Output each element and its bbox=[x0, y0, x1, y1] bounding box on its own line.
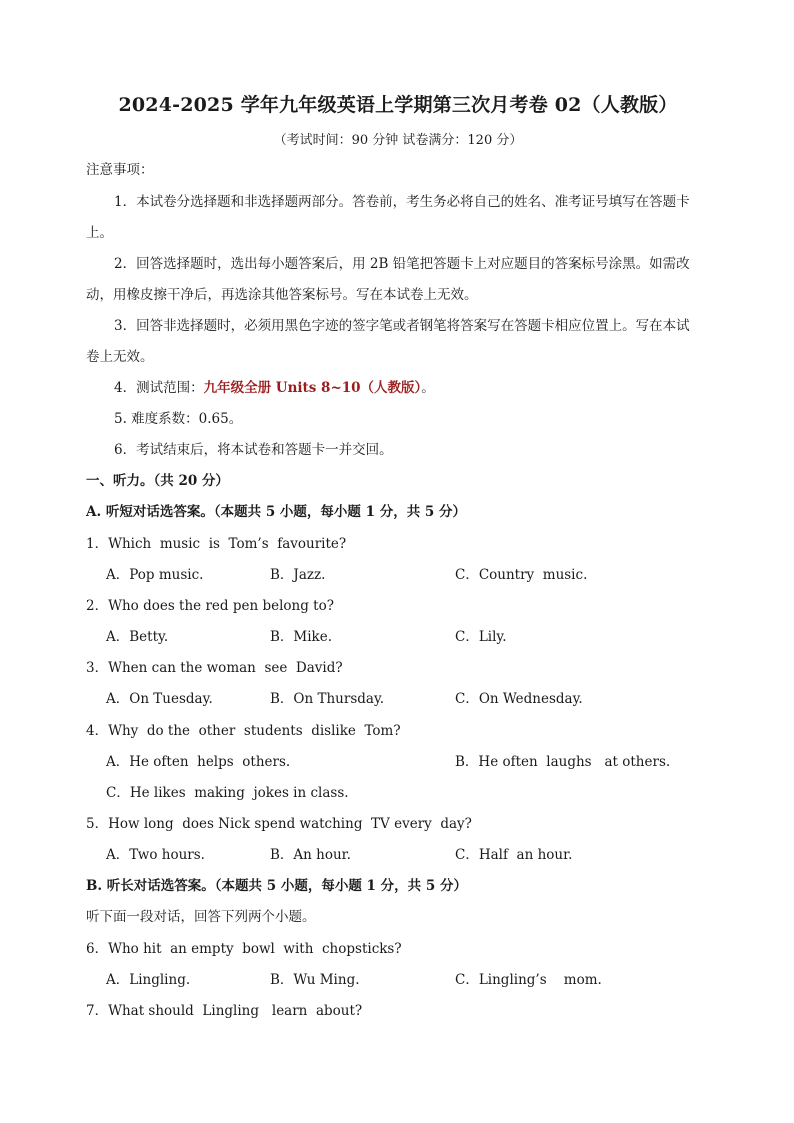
q2-option-a: A．Betty. bbox=[106, 629, 169, 645]
q6-option-c: C．Lingling’s mom. bbox=[455, 972, 602, 988]
q3-option-b: B．On Thursday. bbox=[270, 691, 385, 707]
q5-option-c: C．Half an hour. bbox=[455, 847, 573, 863]
notice-item-5: 5. 难度系数：0.65。 bbox=[114, 411, 243, 427]
q6-option-a: A．Lingling. bbox=[106, 972, 191, 988]
question-5: 5．How long does Nick spend watching TV every day? bbox=[86, 816, 472, 832]
test-scope: 九年级全册 Units 8~10（人教版） bbox=[203, 380, 422, 396]
q1-option-b: B．Jazz. bbox=[270, 567, 326, 583]
part-b-heading: B. 听长对话选答案。（本题共 5 小题，每小题 1 分，共 5 分） bbox=[86, 878, 467, 894]
exam-info: （考试时间：90 分钟 试卷满分：120 分） bbox=[273, 133, 523, 148]
q1-option-c: C．Country music. bbox=[455, 567, 588, 583]
page-title: 2024-2025 学年九年级英语上学期第三次月考卷 02（人教版） bbox=[118, 94, 678, 116]
q2-option-c: C．Lily. bbox=[455, 629, 507, 645]
question-3: 3．When can the woman see David? bbox=[86, 660, 343, 676]
question-6: 6．Who hit an empty bowl with chopsticks? bbox=[86, 941, 402, 957]
notice-item-4-suffix: 。 bbox=[421, 380, 435, 396]
notice-item-2-line2: 动，用橡皮擦干净后，再选涂其他答案标号。写在本试卷上无效。 bbox=[86, 287, 478, 303]
q2-option-b: B．Mike. bbox=[270, 629, 333, 645]
question-1: 1．Which music is Tom’s favourite? bbox=[86, 536, 347, 552]
notice-item-1-line2: 上。 bbox=[86, 225, 113, 241]
q3-option-c: C．On Wednesday. bbox=[455, 691, 583, 707]
q3-option-a: A．On Tuesday. bbox=[106, 691, 213, 707]
question-4: 4．Why do the other students dislike Tom? bbox=[86, 723, 401, 739]
q4-option-c: C．He likes making jokes in class. bbox=[106, 785, 349, 801]
notice-item-3-line1: 3．回答非选择题时，必须用黑色字迹的签字笔或者钢笔将答案写在答题卡相应位置上。写在本试 bbox=[114, 318, 690, 334]
notice-item-3-line2: 卷上无效。 bbox=[86, 349, 154, 365]
q1-option-a: A．Pop music. bbox=[106, 567, 204, 583]
notice-item-4 bbox=[114, 378, 435, 398]
section-listening-heading: 一、听力。（共 20 分） bbox=[86, 473, 229, 489]
part-b-instruction: 听下面一段对话，回答下列两个小题。 bbox=[86, 909, 316, 925]
part-a-heading: A. 听短对话选答案。（本题共 5 小题，每小题 1 分，共 5 分） bbox=[86, 504, 467, 520]
q5-option-a: A．Two hours. bbox=[106, 847, 205, 863]
notice-heading: 注意事项： bbox=[86, 162, 154, 178]
q5-option-b: B．An hour. bbox=[270, 847, 351, 863]
question-7: 7．What should Lingling learn about? bbox=[86, 1003, 363, 1019]
notice-item-6: 6．考试结束后，将本试卷和答题卡一并交回。 bbox=[114, 442, 393, 458]
q6-option-b: B．Wu Ming. bbox=[270, 972, 360, 988]
notice-item-1-line1: 1．本试卷分选择题和非选择题两部分。答卷前，考生务必将自己的姓名、准考证号填写在答题卡 bbox=[114, 194, 690, 210]
q4-option-b: B．He often laughs at others. bbox=[455, 754, 671, 770]
q4-option-a: A．He often helps others. bbox=[106, 754, 291, 770]
notice-item-2-line1: 2．回答选择题时，选出每小题答案后，用 2B 铅笔把答题卡上对应题目的答案标号涂黑。如需改 bbox=[114, 256, 690, 272]
notice-item-4-prefix: 4．测试范围： bbox=[114, 380, 204, 396]
question-2: 2．Who does the red pen belong to? bbox=[86, 598, 334, 614]
